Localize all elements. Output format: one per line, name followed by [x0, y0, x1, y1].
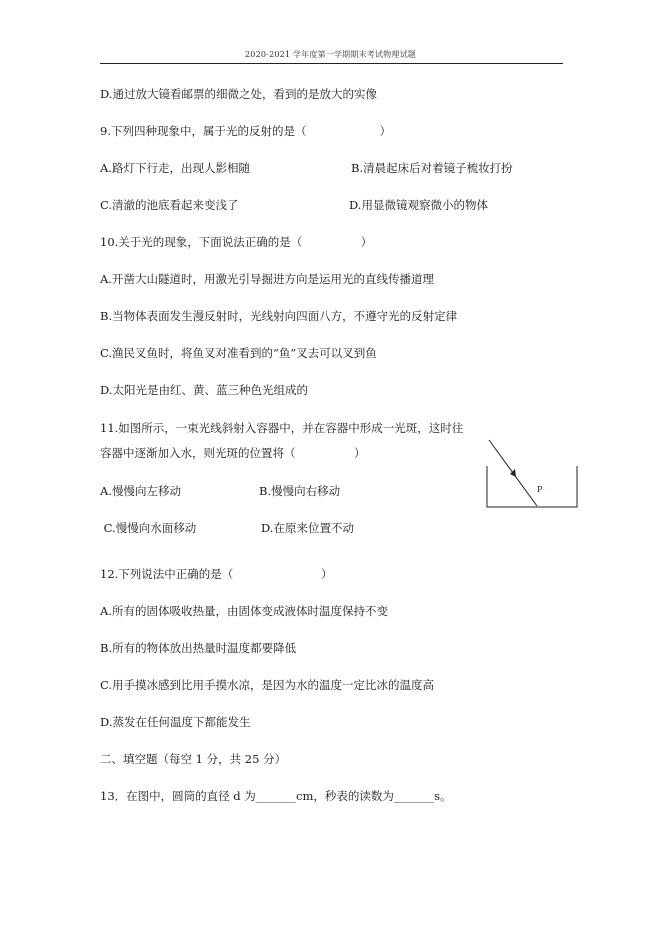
q11-stem-line1: 11.如图所示，一束光线斜射入容器中，并在容器中形成一光斑，这时往 — [100, 421, 464, 435]
q12-option-a: A.所有的固体吸收热量，由固体变成液体时温度保持不变 — [100, 604, 388, 618]
q12-option-d: D.蒸发在任何温度下都能发生 — [100, 715, 251, 729]
q9-option-a: A.路灯下行走，出现人影相随 — [100, 161, 250, 175]
page-header: 2020-2021 学年度第一学期期末考试物理试题 — [245, 50, 416, 59]
q9-option-b: B.清晨起床后对着镜子梳妆打扮 — [351, 161, 513, 175]
q10-option-d: D.太阳光是由红、黄、蓝三种色光组成的 — [100, 383, 308, 397]
section-fill-in-heading: 二、填空题（每空 1 分，共 25 分） — [100, 752, 287, 766]
q9-stem: 9.下列四种现象中，属于光的反射的是（ ） — [100, 124, 392, 138]
q12-option-c: C.用手摸冰感到比用手摸水凉，是因为水的温度一定比冰的温度高 — [100, 678, 435, 692]
q11-option-c: C.慢慢向水面移动 — [100, 521, 197, 535]
q10-option-c: C.渔民叉鱼时，将鱼叉对准看到的“鱼”叉去可以叉到鱼 — [100, 346, 377, 360]
q12-option-b: B.所有的物体放出热量时温度都要降低 — [100, 641, 297, 655]
q10-option-b: B.当物体表面发生漫反射时，光线射向四面八方，不遵守光的反射定律 — [100, 309, 458, 323]
container-light-diagram — [484, 436, 580, 510]
q11-option-a: A.慢慢向左移动 — [100, 484, 181, 498]
container-outline — [487, 466, 577, 507]
container-light-figure — [484, 436, 580, 510]
q11-option-d: D.在原来位置不动 — [261, 521, 354, 535]
q10-stem: 10.关于光的现象，下面说法正确的是（ ） — [100, 235, 373, 249]
q11-stem-line2: 容器中逐渐加入水，则光斑的位置将（ ） — [100, 446, 366, 460]
q8-option-d: D.通过放大镜看邮票的细微之处，看到的是放大的实像 — [100, 87, 377, 101]
q12-stem: 12.下列说法中正确的是（ ） — [100, 567, 333, 581]
light-spot-dots: · · — [543, 487, 548, 493]
q13-stem: 13．在图中，圆筒的直径 d 为_______cm，秒表的读数为_______s。 — [100, 789, 452, 803]
q9-option-d: D.用显微镜观察微小的物体 — [349, 198, 488, 212]
q9-option-c: C.清澈的池底看起来变浅了 — [100, 198, 239, 212]
q11-option-b: B.慢慢向右移动 — [259, 484, 341, 498]
header-divider — [100, 63, 563, 64]
light-spot-label: P — [537, 485, 543, 494]
q10-option-a: A.开凿大山隧道时，用激光引导掘进方向是运用光的直线传播道理 — [100, 272, 434, 286]
